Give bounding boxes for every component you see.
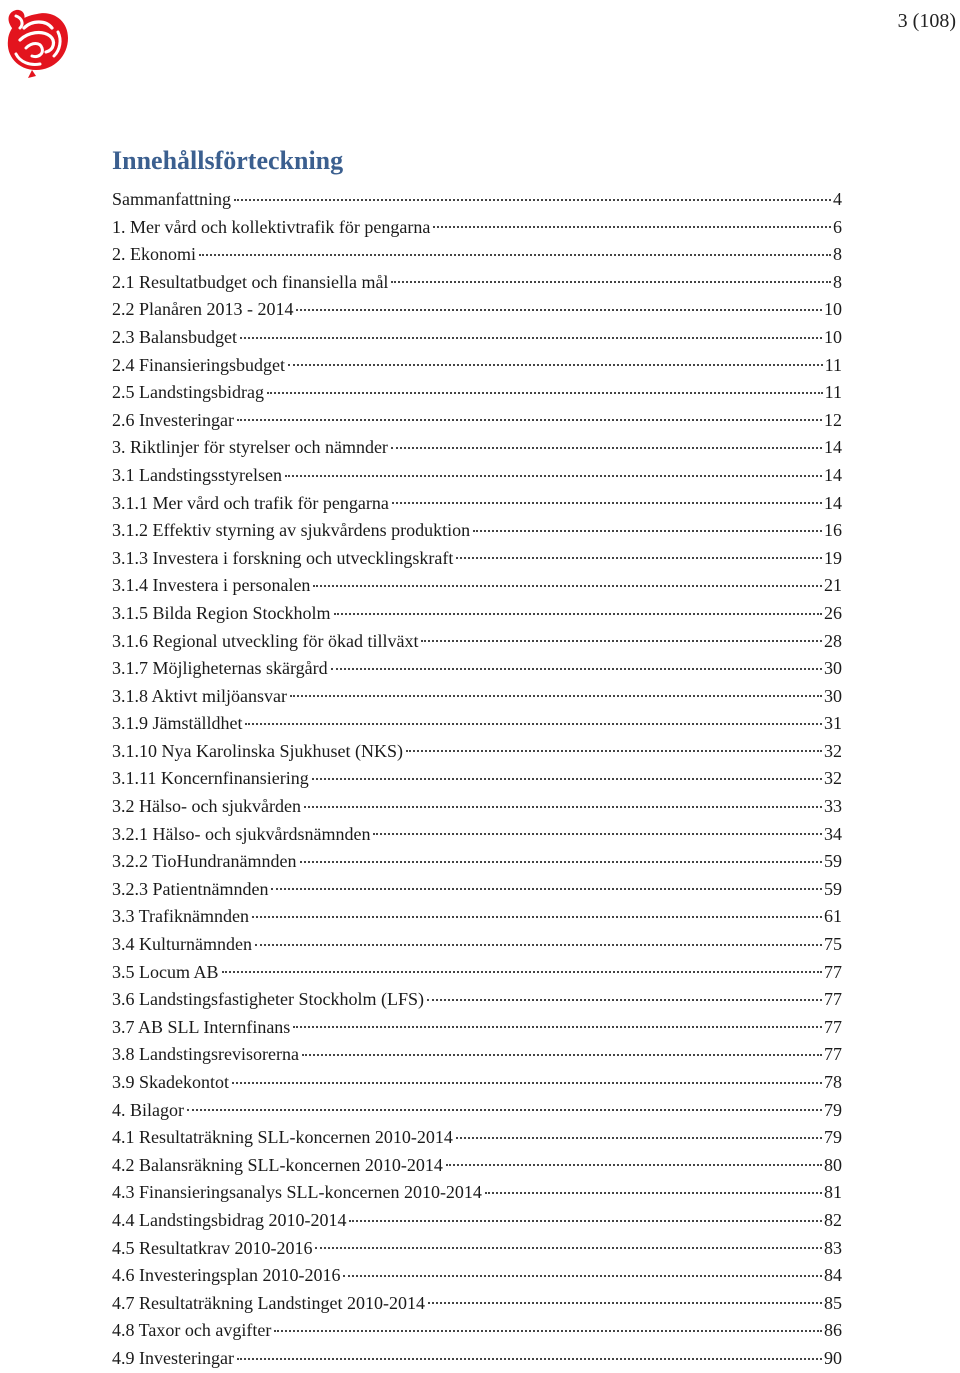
toc-entry[interactable] [112,683,842,711]
toc-entry-page-number: 8 [833,271,842,292]
toc-dot-leader [343,1275,822,1277]
toc-entry-label: 3.1.11 Koncernfinansiering [112,768,309,789]
toc-entry-label: 2. Ekonomi [112,244,196,265]
toc-entry[interactable] [112,1345,842,1373]
toc-entry[interactable] [112,462,842,490]
toc-entry[interactable] [112,1124,842,1152]
toc-entry-page-number: 19 [824,547,842,568]
toc-entry[interactable] [112,379,842,407]
toc-entry-page-number: 77 [824,989,842,1010]
toc-entry-page-number: 28 [824,630,842,651]
toc-entry[interactable] [112,1290,842,1318]
toc-dot-leader [288,364,823,366]
toc-entry[interactable] [112,572,842,600]
toc-entry-label: 3.3 Trafiknämnden [112,906,249,927]
toc-entry-page-number: 11 [824,382,842,403]
toc-entry[interactable] [112,352,842,380]
toc-entry-label: 3.1.9 Jämställdhet [112,713,243,734]
toc-dot-leader [392,502,822,504]
toc-dot-leader [312,778,822,780]
toc-entry[interactable] [112,738,842,766]
toc-entry-label: 3.1.7 Möjligheternas skärgård [112,658,328,679]
toc-entry-label: 3.6 Landstingsfastigheter Stockholm (LFS) [112,989,424,1010]
toc-dot-leader [433,226,831,228]
toc-entry[interactable] [112,490,842,518]
toc-entry-page-number: 90 [824,1347,842,1368]
toc-entry-label: 4.2 Balansräkning SLL-koncernen 2010-2014 [112,1154,443,1175]
toc-dot-leader [428,1302,822,1304]
toc-entry[interactable] [112,600,842,628]
toc-dot-leader [237,419,822,421]
toc-entry-label: 3.8 Landstingsrevisorerna [112,1044,299,1065]
toc-entry[interactable] [112,765,842,793]
toc-entry-page-number: 61 [824,906,842,927]
toc-entry-label: 3.2.3 Patientnämnden [112,878,269,899]
table-of-contents [112,186,842,1373]
toc-dot-leader [349,1220,822,1222]
toc-entry-label: 3.2.1 Hälso- och sjukvårdsnämnden [112,823,371,844]
toc-entry-page-number: 34 [824,823,842,844]
toc-dot-leader [315,1247,822,1249]
toc-dot-leader [245,723,822,725]
toc-entry-label: 3.4 Kulturnämnden [112,934,252,955]
toc-entry-page-number: 78 [824,1072,842,1092]
toc-entry-page-number: 81 [824,1182,842,1203]
toc-entry-label: 4.9 Investeringar [112,1347,234,1368]
toc-entry-page-number: 79 [824,1127,842,1148]
toc-entry[interactable] [112,793,842,821]
toc-dot-leader [199,254,831,256]
toc-entry-page-number: 83 [824,1237,842,1258]
toc-entry-label: 2.5 Landstingsbidrag [112,382,264,403]
toc-entry[interactable] [112,1097,842,1125]
toc-entry[interactable] [112,959,842,987]
toc-entry[interactable] [112,241,842,269]
toc-entry-page-number: 32 [824,740,842,761]
toc-entry-label: 2.2 Planåren 2013 - 2014 [112,299,294,320]
toc-dot-leader [232,1082,822,1084]
toc-dot-leader [237,1358,822,1360]
toc-entry-page-number: 26 [824,602,842,623]
toc-entry-page-number: 80 [824,1154,842,1175]
toc-entry-page-number: 75 [824,934,842,955]
toc-dot-leader [252,916,822,918]
toc-entry-page-number: 10 [824,326,842,347]
toc-entry[interactable] [112,986,842,1014]
toc-dot-leader [274,1330,822,1332]
toc-dot-leader [427,999,822,1001]
toc-entry-label: 3.1.6 Regional utveckling för ökad tillväxt [112,630,419,651]
toc-entry[interactable] [112,1069,842,1097]
toc-dot-leader [187,1109,822,1111]
toc-entry-label: 3.1.3 Investera i forskning och utvecklingskraft [112,547,454,568]
toc-dot-leader [456,1137,822,1139]
toc-entry-label: 4.4 Landstingsbidrag 2010-2014 [112,1209,347,1230]
toc-entry-page-number: 12 [824,409,842,430]
toc-entry-label: Sammanfattning [112,189,231,209]
toc-entry-label: 3.9 Skadekontot [112,1072,229,1092]
toc-entry-page-number: 84 [824,1265,842,1286]
toc-entry-page-number: 31 [824,713,842,734]
toc-entry[interactable] [112,903,842,931]
toc-dot-leader [300,861,823,863]
toc-entry[interactable] [112,296,842,324]
toc-dot-leader [234,199,831,201]
toc-entry-label: 3.1.5 Bilda Region Stockholm [112,602,331,623]
toc-entry-label: 3.1.10 Nya Karolinska Sjukhuset (NKS) [112,740,403,761]
toc-entry-label: 3.2.2 TioHundranämnden [112,851,297,872]
toc-entry-page-number: 32 [824,768,842,789]
toc-dot-leader [446,1164,822,1166]
toc-entry[interactable] [112,710,842,738]
toc-entry[interactable] [112,1262,842,1290]
toc-entry[interactable] [112,848,842,876]
toc-entry-label: 4. Bilagor [112,1099,184,1120]
toc-entry-label: 3. Riktlinjer för styrelser och nämnder [112,437,388,458]
toc-entry-label: 2.1 Resultatbudget och finansiella mål [112,271,389,292]
toc-entry-label: 2.6 Investeringar [112,409,234,430]
toc-entry-label: 3.5 Locum AB [112,961,219,982]
toc-entry-page-number: 85 [824,1292,842,1313]
toc-entry-label: 4.3 Finansieringsanalys SLL-koncernen 2010-2014 [112,1182,482,1203]
party-rose-logo-icon [2,6,72,78]
toc-entry-page-number: 77 [824,961,842,982]
toc-dot-leader [391,281,831,283]
toc-dot-leader [290,695,822,697]
toc-entry-page-number: 14 [824,464,842,485]
toc-entry[interactable] [112,434,842,462]
toc-entry[interactable] [112,628,842,656]
toc-entry[interactable] [112,821,842,849]
toc-entry[interactable] [112,1317,842,1345]
toc-dot-leader [391,447,822,449]
toc-entry[interactable] [112,1152,842,1180]
toc-entry[interactable] [112,214,842,242]
toc-entry-label: 2.3 Balansbudget [112,326,237,347]
toc-dot-leader [456,557,822,559]
toc-dot-leader [304,806,822,808]
toc-entry-label: 3.1.1 Mer vård och trafik för pengarna [112,492,389,513]
toc-entry[interactable] [112,1235,842,1263]
toc-entry-label: 4.6 Investeringsplan 2010-2016 [112,1265,341,1286]
toc-entry-page-number: 33 [824,796,842,817]
toc-entry-page-number: 16 [824,520,842,541]
toc-entry-page-number: 10 [824,299,842,320]
toc-entry-page-number: 59 [824,878,842,899]
toc-dot-leader [421,640,822,642]
toc-dot-leader [406,750,822,752]
toc-entry-page-number: 11 [824,354,842,375]
toc-entry-page-number: 14 [824,437,842,458]
toc-dot-leader [373,833,822,835]
toc-entry[interactable] [112,545,842,573]
toc-dot-leader [334,613,823,615]
toc-dot-leader [255,944,822,946]
toc-entry[interactable] [112,1014,842,1042]
toc-entry-label: 4.1 Resultaträkning SLL-koncernen 2010-2014 [112,1127,453,1148]
toc-dot-leader [331,668,822,670]
toc-entry[interactable] [112,269,842,297]
page-number: 3 (108) [897,10,956,32]
toc-entry-label: 4.5 Resultatkrav 2010-2016 [112,1237,313,1258]
toc-entry-page-number: 59 [824,851,842,872]
toc-entry[interactable] [112,876,842,904]
toc-entry-page-number: 79 [824,1099,842,1120]
toc-entry-label: 1. Mer vård och kollektivtrafik för pengarna [112,216,431,237]
toc-dot-leader [222,971,823,973]
toc-entry[interactable] [112,1179,842,1207]
toc-entry[interactable] [112,1207,842,1235]
toc-dot-leader [313,585,822,587]
toc-entry-page-number: 86 [824,1320,842,1341]
toc-entry-label: 3.2 Hälso- och sjukvården [112,796,301,817]
toc-dot-leader [293,1026,822,1028]
toc-entry-page-number: 30 [824,685,842,706]
toc-entry[interactable] [112,324,842,352]
toc-entry-page-number: 6 [833,216,842,237]
toc-entry-label: 4.7 Resultaträkning Landstinget 2010-2014 [112,1292,425,1313]
toc-entry-page-number: 21 [824,575,842,596]
toc-dot-leader [485,1192,822,1194]
toc-entry[interactable] [112,655,842,683]
toc-entry[interactable] [112,931,842,959]
toc-dot-leader [271,888,822,890]
toc-entry-page-number: 82 [824,1209,842,1230]
toc-entry[interactable] [112,407,842,435]
toc-dot-leader [473,530,822,532]
toc-title: Innehållsförteckning [112,146,344,175]
toc-dot-leader [302,1054,822,1056]
toc-entry-label: 4.8 Taxor och avgifter [112,1320,272,1341]
toc-dot-leader [267,392,823,394]
toc-entry-page-number: 4 [833,189,842,209]
toc-entry-page-number: 77 [824,1016,842,1037]
toc-entry-label: 3.1 Landstingsstyrelsen [112,464,282,485]
toc-entry[interactable] [112,517,842,545]
toc-entry[interactable] [112,1041,842,1069]
toc-entry[interactable] [112,186,842,214]
toc-dot-leader [240,337,822,339]
toc-entry-label: 3.1.2 Effektiv styrning av sjukvårdens produktion [112,520,471,541]
toc-entry-page-number: 8 [833,244,842,265]
toc-entry-label: 2.4 Finansieringsbudget [112,354,285,375]
toc-entry-label: 3.1.8 Aktivt miljöansvar [112,685,287,706]
toc-dot-leader [285,475,822,477]
toc-dot-leader [296,309,822,311]
toc-entry-label: 3.1.4 Investera i personalen [112,575,311,596]
toc-entry-page-number: 77 [824,1044,842,1065]
toc-entry-page-number: 14 [824,492,842,513]
toc-entry-page-number: 30 [824,658,842,679]
toc-entry-label: 3.7 AB SLL Internfinans [112,1016,291,1037]
